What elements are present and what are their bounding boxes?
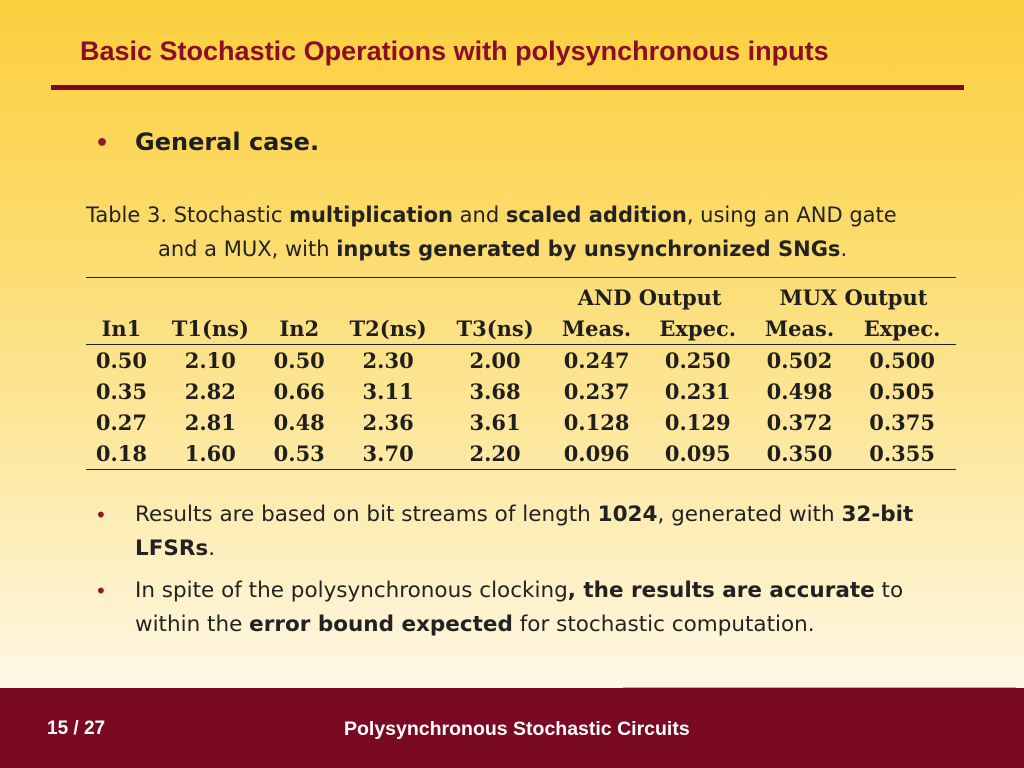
table-cell: 3.11 xyxy=(362,379,414,404)
group-header-row xyxy=(86,278,956,314)
table-cell: 2.30 xyxy=(362,348,414,373)
note-text-part: In spite of the polysynchronous clocking xyxy=(135,578,568,603)
table-cell: 2.81 xyxy=(184,410,236,435)
note-text-part: to within the xyxy=(135,578,904,637)
table-cell: 0.48 xyxy=(273,410,325,435)
caption-text: Table 3. Stochastic xyxy=(86,203,290,227)
caption-text: and a MUX, with xyxy=(158,237,337,261)
note-text xyxy=(135,498,945,566)
table-cell: 0.500 xyxy=(869,348,935,373)
caption-text: . xyxy=(840,237,848,261)
table-cell: 0.50 xyxy=(273,348,325,373)
table-cell: 0.237 xyxy=(563,379,630,404)
table-cell: 0.502 xyxy=(766,348,833,373)
bullet-icon: • xyxy=(95,503,107,527)
table-cell: 0.35 xyxy=(95,379,147,404)
caption-line-2 xyxy=(86,232,946,266)
table-cell: 2.20 xyxy=(469,441,521,466)
bullet-note-accuracy xyxy=(95,574,945,642)
table-cell: 0.18 xyxy=(95,441,147,466)
table-cell: 0.095 xyxy=(664,441,731,466)
table-cell: 2.10 xyxy=(184,348,236,373)
caption-text: and xyxy=(453,203,506,227)
table-row xyxy=(86,407,956,438)
table-cell: 0.375 xyxy=(869,410,935,435)
table-cell: 2.00 xyxy=(469,348,521,373)
note-text-part: Results are based on bit streams of length xyxy=(135,502,598,527)
table-cell: 2.36 xyxy=(362,410,414,435)
caption-bold-inputs: inputs generated by unsynchronized SNGs xyxy=(336,237,841,261)
group-header-mux-output: MUX Output xyxy=(779,285,928,310)
table-cell: 3.61 xyxy=(469,410,521,435)
note-text xyxy=(135,574,945,642)
general-case-text: General case. xyxy=(135,128,320,156)
caption-bold-multiplication: multiplication xyxy=(289,203,453,227)
table-row xyxy=(86,438,956,470)
note-text-part: . xyxy=(208,536,216,561)
table-cell: 0.350 xyxy=(766,441,833,466)
table-cell: 0.355 xyxy=(869,441,935,466)
bullet-icon: • xyxy=(95,131,110,156)
col-header-t1: T1(ns) xyxy=(157,313,264,345)
caption-line-1 xyxy=(86,198,946,232)
col-header-in2: In2 xyxy=(264,313,335,345)
bullet-note-bitstreams xyxy=(95,498,945,566)
results-table xyxy=(86,277,956,470)
col-header-and-expec: Expec. xyxy=(645,313,751,345)
bullet-icon: • xyxy=(95,579,107,603)
note-bold-error-bound: error bound expected xyxy=(249,612,513,637)
col-header-in1: In1 xyxy=(86,313,157,345)
notes-list xyxy=(95,498,945,650)
bullet-general-case xyxy=(95,128,319,160)
note-text-part: , generated with xyxy=(657,502,842,527)
table-cell: 0.498 xyxy=(766,379,833,404)
slide-title: Basic Stochastic Operations with polysynchronous inputs xyxy=(80,36,829,66)
col-header-t2: T2(ns) xyxy=(335,313,442,345)
caption-bold-scaled-addition: scaled addition xyxy=(505,203,687,227)
group-header-and-output: AND Output xyxy=(577,285,722,310)
table-cell: 0.231 xyxy=(664,379,731,404)
note-text-part: for stochastic computation. xyxy=(512,612,815,637)
note-bold-accurate: , the results are accurate xyxy=(567,578,875,603)
table-cell: 2.82 xyxy=(184,379,236,404)
table-cell: 0.505 xyxy=(869,379,935,404)
table-cell: 3.68 xyxy=(469,379,521,404)
col-header-and-meas: Meas. xyxy=(549,313,645,345)
table-cell: 0.250 xyxy=(664,348,731,373)
table-cell: 0.096 xyxy=(563,441,630,466)
col-header-mux-meas: Meas. xyxy=(751,313,848,345)
table-cell: 0.27 xyxy=(95,410,147,435)
footer-title: Polysynchronous Stochastic Circuits xyxy=(344,718,690,740)
table-cell: 0.53 xyxy=(273,441,325,466)
table-cell: 0.66 xyxy=(273,379,325,404)
table-row xyxy=(86,376,956,407)
table-cell: 0.372 xyxy=(766,410,833,435)
column-header-row xyxy=(86,313,956,345)
page-number: 15 / 27 xyxy=(47,718,106,739)
table-cell: 3.70 xyxy=(362,441,414,466)
caption-text: , using an AND gate xyxy=(686,203,897,227)
col-header-mux-expec: Expec. xyxy=(848,313,956,345)
table-row xyxy=(86,345,956,377)
table-cell: 0.247 xyxy=(563,348,630,373)
table-cell: 0.129 xyxy=(664,410,731,435)
col-header-t3: T3(ns) xyxy=(442,313,549,345)
note-bold-lfsrs: 32-bit LFSRs xyxy=(135,502,914,561)
table-caption xyxy=(86,198,946,266)
table-cell: 0.128 xyxy=(563,410,630,435)
note-bold-length: 1024 xyxy=(597,502,658,527)
table-cell: 0.50 xyxy=(95,348,147,373)
group-header-blank xyxy=(86,278,549,314)
table-cell: 1.60 xyxy=(184,441,236,466)
title-divider xyxy=(51,85,964,90)
